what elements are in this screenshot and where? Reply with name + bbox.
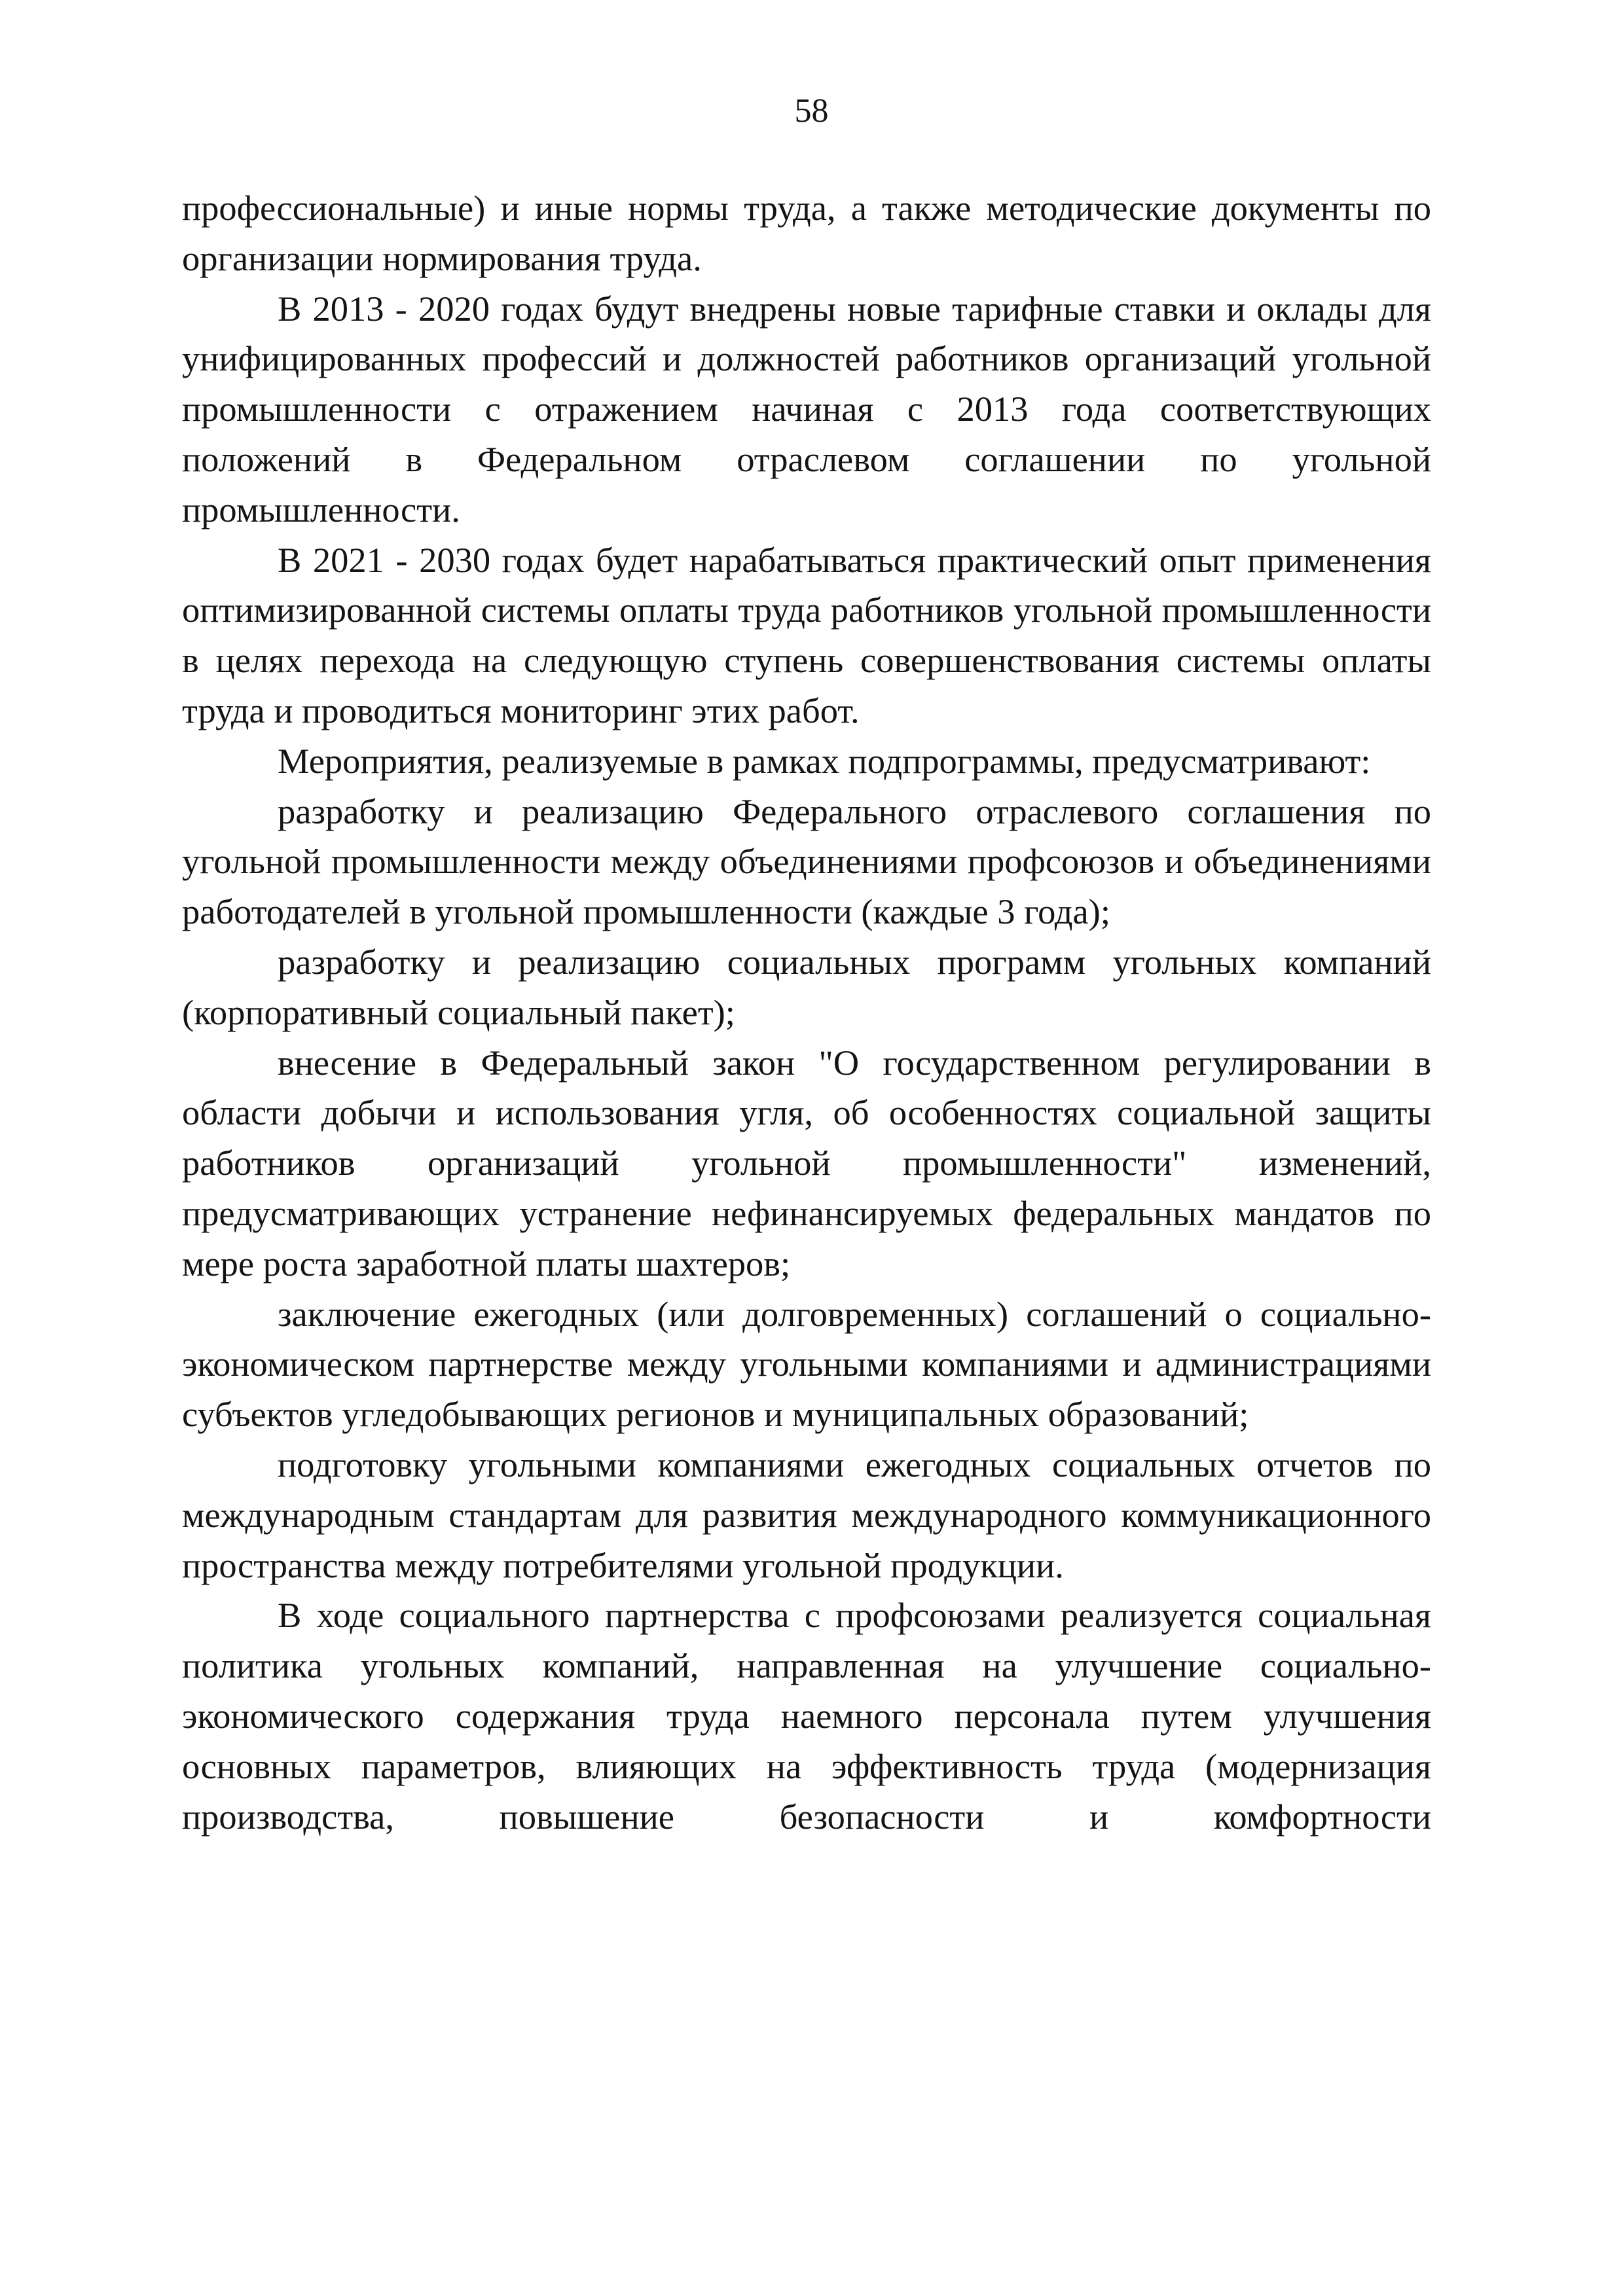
paragraph-measures-intro: Мероприятия, реализуемые в рамках подпрограммы, предусматривают:: [278, 740, 1371, 781]
paragraph-continuation: профессиональные) и иные нормы труда, а также методические документы по организации нормирования труда.: [182, 188, 1431, 278]
list-item-federal-law-amendment: внесение в Федеральный закон "О государственном регулировании в области добычи и использования угля, об особенностях социальной защиты работников организаций угольной промышленности" изменений, предусматривающих устранение нефинансируемых федеральных мандатов по мере роста заработной платы шахтеров;: [182, 1042, 1431, 1283]
paragraph-pay-system-2021-2030: В 2021 - 2030 годах будет нарабатываться практический опыт применения оптимизированной системы оплаты труда работников угольной промышленности в целях перехода на следующую ступень совершенствования системы оплаты труда и проводиться мониторинг этих работ.: [182, 539, 1431, 730]
list-item-social-reports: подготовку угольными компаниями ежегодных социальных отчетов по международным стандартам для развития международного коммуникационного пространства между потребителями угольной продукции.: [182, 1444, 1431, 1585]
paragraph-social-partnership: В ходе социального партнерства с профсоюзами реализуется социальная политика угольных компаний, направленная на улучшение социально-экономического содержания труда наемного персонала путем улучшения основных параметров, влияющих на эффективность труда (модернизация производства, повышение безопасности и комфортности: [182, 1595, 1431, 1837]
document-body: [182, 183, 1431, 1842]
list-item-social-programs: разработку и реализацию социальных программ угольных компаний (корпоративный социальный пакет);: [182, 941, 1431, 1032]
list-item-partnership-agreements: заключение ежегодных (или долговременных) соглашений о социально-экономическом партнерстве между угольными компаниями и администрациями субъектов угледобывающих регионов и муниципальных образований;: [182, 1293, 1431, 1435]
paragraph-tariff-rates-2013-2020: В 2013 - 2020 годах будут внедрены новые тарифные ставки и оклады для унифицированных профессий и должностей работников организаций угольной промышленности с отражением начиная с 2013 года соответствующих положений в Федеральном отраслевом соглашении по угольной промышленности.: [182, 288, 1431, 529]
page-number: 58: [794, 92, 829, 130]
list-item-sectoral-agreement: разработку и реализацию Федерального отраслевого соглашения по угольной промышленности между объединениями профсоюзов и объединениями работодателей в угольной промышленности (каждые 3 года);: [182, 791, 1431, 932]
